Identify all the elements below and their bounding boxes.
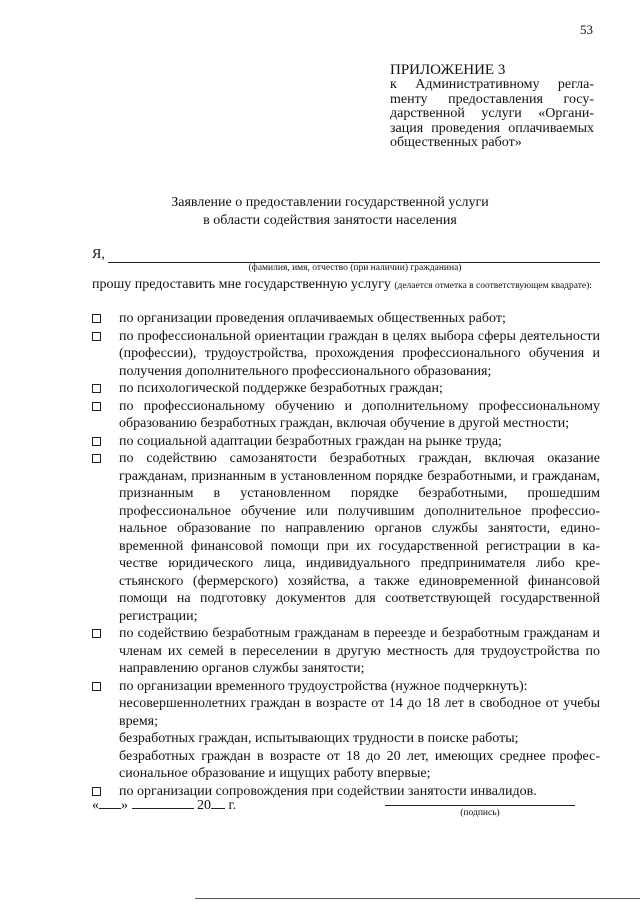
service-list — [92, 310, 600, 800]
year-field[interactable] — [211, 796, 225, 809]
service-item — [92, 625, 600, 678]
date-field — [92, 796, 236, 814]
service-item — [92, 450, 600, 625]
temp-employment-option-3[interactable]: безработных граждан в возрасте от 18 до 20 лет, имеющих среднее профессиональное образование и ищущих работу впервые; — [119, 748, 600, 781]
request-text — [92, 276, 604, 295]
request-note: (делается отметка в соответствующем квадрате): — [394, 281, 592, 291]
checkbox[interactable] — [92, 402, 101, 411]
service-item — [92, 310, 600, 328]
service-item-text: по профессиональному обучению и дополнительному профессиональному образованию безработных граждан, включая обучение в другой местности; — [119, 398, 600, 431]
checkbox[interactable] — [92, 787, 101, 796]
appendix-title: ПРИЛОЖЕНИЕ 3 — [390, 62, 506, 78]
applicant-caption: (фамилия, имя, отчество (при наличии) гражданина) — [248, 263, 462, 273]
service-item-text: по организации проведения оплачиваемых общественных работ; — [119, 311, 506, 326]
checkbox[interactable] — [92, 682, 101, 691]
service-item — [92, 678, 600, 696]
date-open-quote: « — [92, 798, 99, 813]
document-title — [110, 194, 550, 230]
applicant-prefix: Я, — [92, 247, 105, 262]
appendix-block — [390, 62, 594, 151]
temp-employment-option-1[interactable]: несовершеннолетних граждан в возрасте от 14 до 18 лет в свободное от учебы время; — [119, 696, 600, 729]
service-item — [92, 398, 600, 433]
document-title-line-2: в области содействия занятости населения — [203, 213, 457, 228]
appendix-text: к Административному реглаmенту предоставления государственной услуги «Организация проведения оплачиваемых общественных работ» — [390, 77, 594, 150]
checkbox[interactable] — [92, 629, 101, 638]
service-item-text: по социальной адаптации безработных граждан на рынке труда; — [119, 433, 502, 449]
checkbox[interactable] — [92, 384, 101, 393]
checkbox[interactable] — [92, 314, 101, 323]
year-prefix: 20 — [197, 798, 211, 813]
signature-caption: (подпись) — [460, 808, 500, 818]
month-field[interactable] — [132, 796, 194, 809]
service-item-text: по организации сопровождения при содействии занятости инвалидов. — [119, 783, 537, 799]
document-title-line-1: Заявление о предоставлении государственной услуги — [171, 195, 489, 210]
checkbox[interactable] — [92, 454, 101, 463]
checkbox[interactable] — [92, 332, 101, 341]
year-suffix: г. — [228, 798, 237, 813]
service-item-text: по организации временного трудоустройства (нужное подчеркнуть): — [119, 678, 528, 694]
service-item — [92, 433, 600, 451]
page-number: 53 — [580, 22, 593, 37]
service-item-text: по профессиональной ориентации граждан в целях выбора сферы деятельности (профессии), трудоустройства, прохождения профессионального обучения и получения дополнительного профессионального образования; — [119, 328, 600, 379]
service-item — [92, 380, 600, 398]
signature-field[interactable] — [385, 805, 575, 806]
checkbox[interactable] — [92, 437, 101, 446]
temp-employment-option-2[interactable]: безработных граждан, испытывающих трудности в поиске работы; — [119, 731, 519, 746]
service-item — [92, 328, 600, 381]
service-item-text: по содействию самозанятости безработных граждан, включая оказание гражданам, признанным в установленном порядке безработными, и гражданам, признанным в установленном порядке безработными, прошедшим профессиональное обучение или получившим дополнительное профессиональное образование по направлению органов службы занятости, единовременной финансовой помощи при их государственной регистрации в качестве юридического лица, индивидуального предпринимателя либо крестьянского (фермерского) хозяйства, а также единовременной финансовой помощи на подготовку документов для соответствующей государственной регистрации; — [119, 451, 600, 624]
date-close-quote: » — [121, 798, 128, 813]
footer-rule — [195, 898, 640, 899]
day-field[interactable] — [99, 796, 121, 809]
request-main: прошу предоставить мне государственную услугу — [92, 277, 391, 292]
service-item-text: по содействию безработным гражданам в переезде и безработным гражданам и членам их семей в переселении в другую местность для трудоустройства по направлению органов службы занятости; — [119, 626, 600, 676]
service-item-text: по психологической поддержке безработных граждан; — [119, 381, 443, 396]
